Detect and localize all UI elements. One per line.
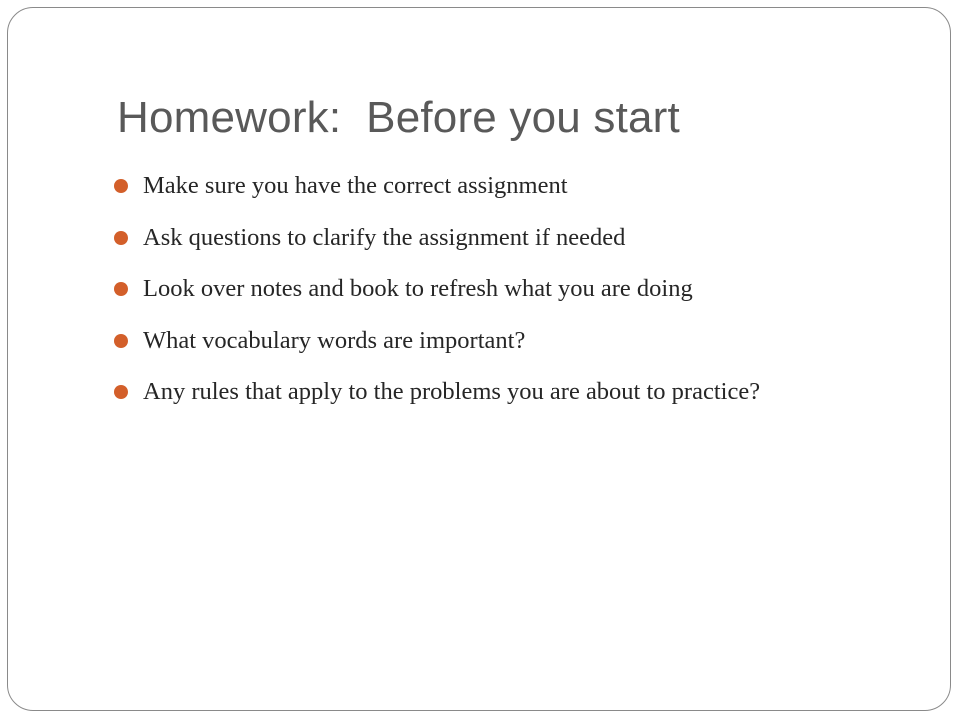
bullet-dot-icon (114, 179, 128, 193)
bullet-text: Any rules that apply to the problems you are about to practice? (143, 378, 761, 405)
bullet-item (114, 373, 874, 411)
bullet-item (114, 322, 874, 360)
slide-frame (7, 7, 951, 711)
bullet-text: Ask questions to clarify the assignment if needed (143, 223, 626, 251)
bullet-dot-icon (114, 282, 128, 296)
bullet-text: Make sure you have the correct assignment (143, 172, 568, 199)
bullet-dot-icon (114, 334, 128, 348)
slide-title: Homework: Before you start (117, 93, 680, 142)
bullet-text: Look over notes and book to refresh what you are doing (143, 275, 693, 302)
bullet-item (114, 270, 874, 308)
bullet-item (114, 219, 874, 257)
bullet-dot-icon (114, 231, 128, 245)
bullet-list (114, 167, 874, 425)
bullet-item (114, 167, 874, 205)
bullet-text: What vocabulary words are important? (143, 326, 526, 354)
bullet-dot-icon (114, 385, 128, 399)
